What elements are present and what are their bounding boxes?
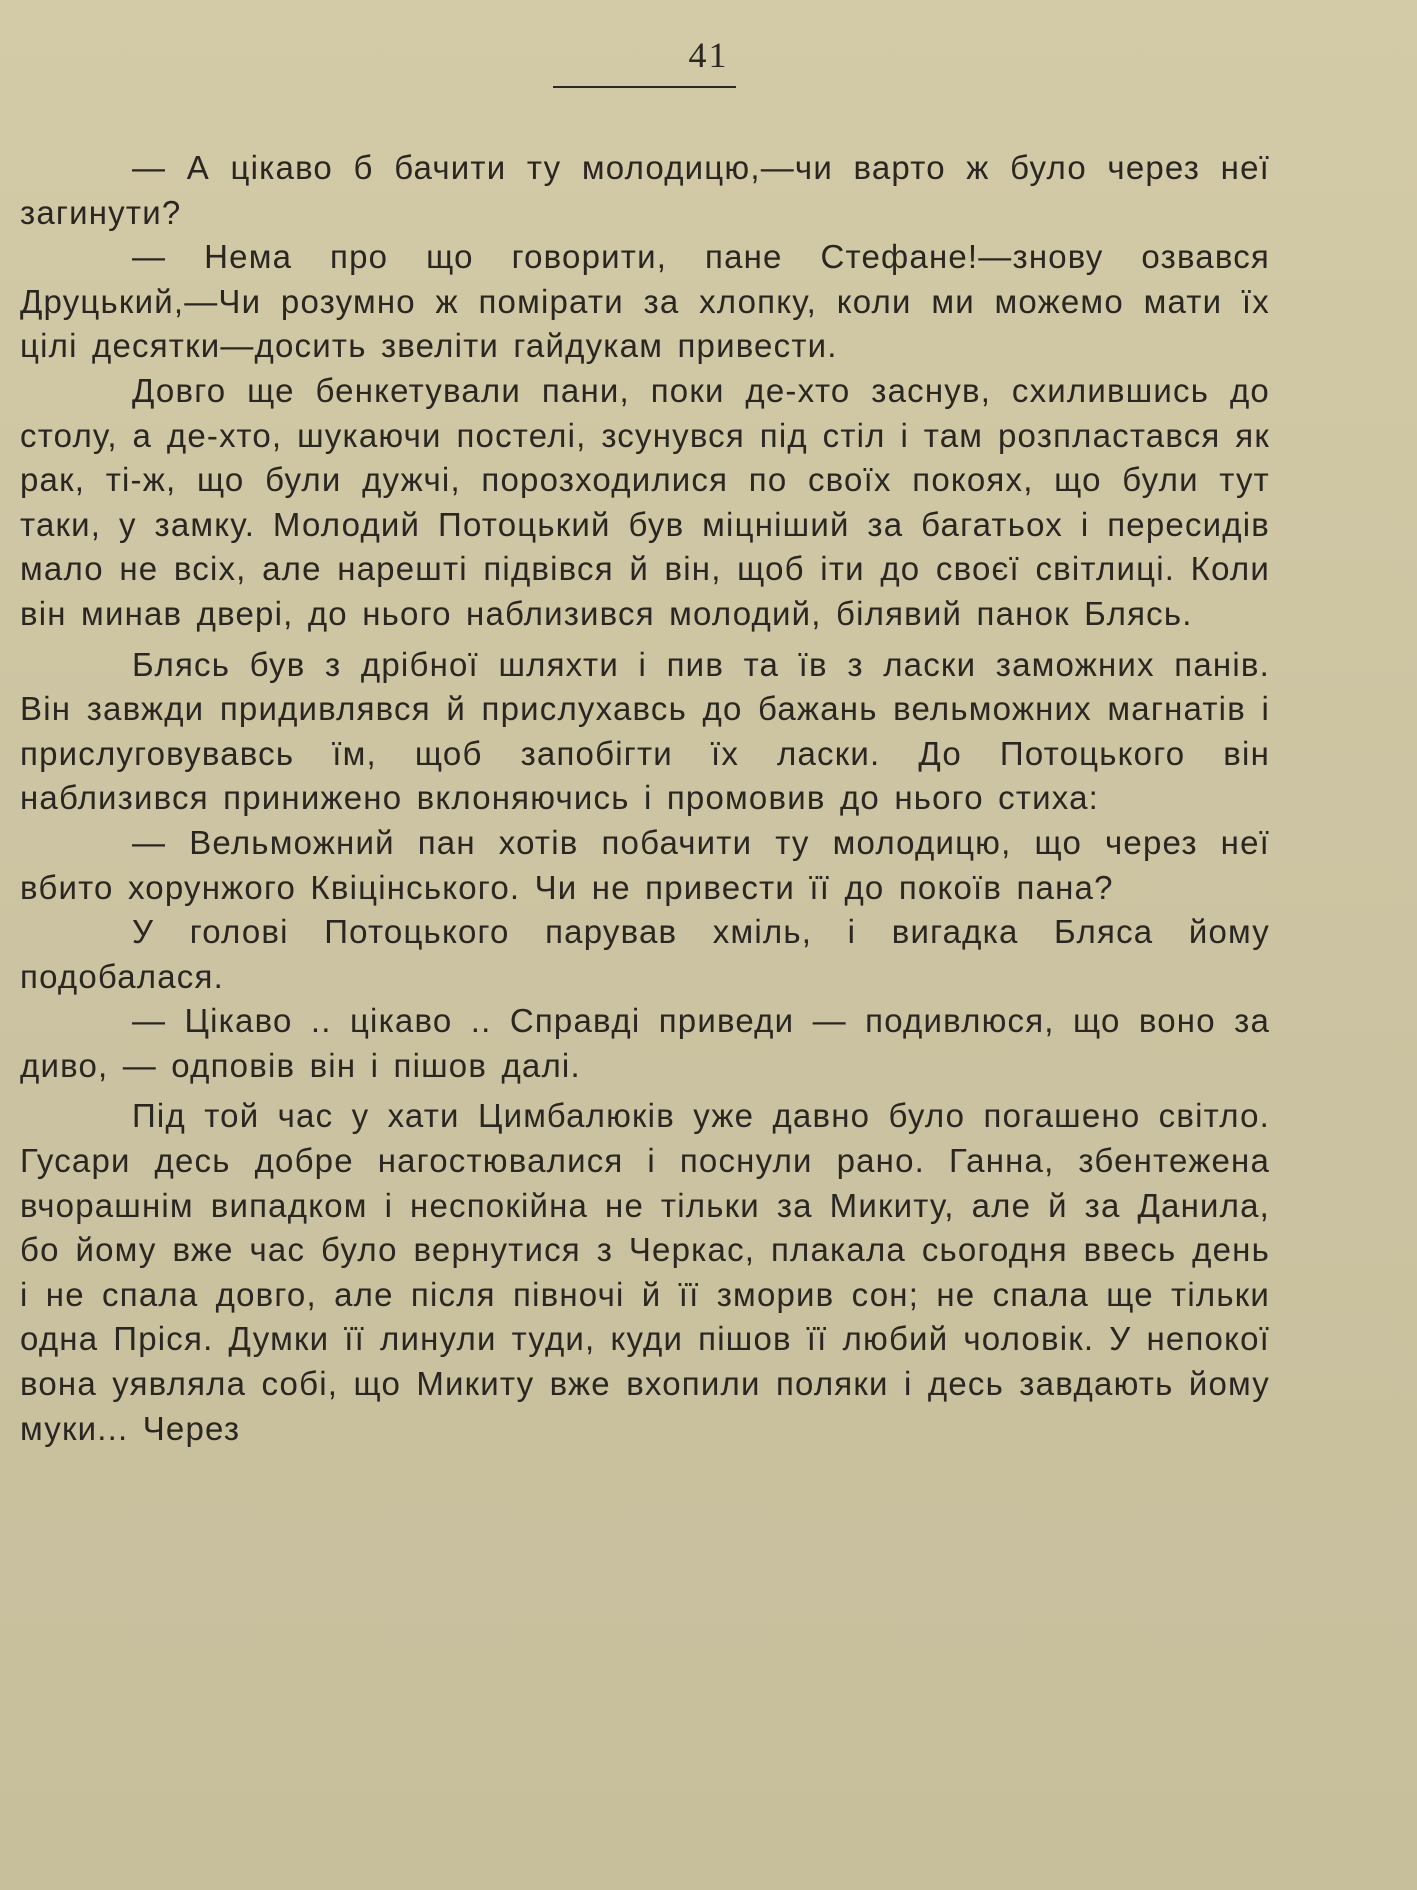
page-number: 41: [688, 35, 729, 75]
paragraph-feast: Довго ще бенкетували пани, поки де-хто заснув, схилившись до столу, а де-хто, шукаючи постелі, зсунувся під стіл і там розпластався як рак, ті-ж, що були дужчі, порозходилися по своїх покоях, що були тут таки, у замку. Молодий Потоцький був міцніший за багатьох і пересидів мало не всіх, але нарешті підвівся й він, щоб іти до своєї світлиці. Коли він минав двері, до нього наблизився молодий, білявий панок Блясь.: [20, 371, 1270, 632]
paragraph-night: Під той час у хати Цимбалюків уже давно було погашено світло. Гусари десь добре нагостювалися і поснули рано. Ганна, збентежена вчорашнім випадком і неспокійна не тільки за Микиту, але й за Данила, бо йому вже час було вернутися з Черкас, плакала сьогодня ввесь день і не спала довго, але після півночі й її зморив сон; не спала ще тільки одна Пріся. Думки її линули туди, куди пішов її любий чоловік. У непокої вона уявляла собі, що Микиту вже вхопили поляки і десь завдають йому муки... Через: [20, 1097, 1270, 1447]
paragraph-dialogue-2: — Нема про що говорити, пане Стефане!—знову озвався Друцький,—Чи розумно ж помірати за хлопку, коли ми можемо мати їх цілі десятки—досить звеліти гайдукам привести.: [20, 238, 1270, 365]
header-rule: [553, 86, 736, 88]
paragraph-potocki: У голові Потоцького парував хміль, і вигадка Бляса йому подобалася.: [20, 913, 1270, 995]
paragraph-dialogue-3: — Вельможний пан хотів побачити ту молодицю, що через неї вбито хорунжого Квіцінського. Чи не привести її до покоїв пана?: [20, 823, 1270, 906]
paragraph-dialogue-1: — А цікаво б бачити ту молодицю,—чи варто ж було через неї загинути?: [20, 149, 1270, 231]
paragraph-blyas: Блясь був з дрібної шляхти і пив та їв з ласки заможних панів. Він завжди придивлявся й прислухавсь до бажань вельможних магнатів і прислуговувавсь їм, щоб запобігти їх ласки. До Потоцького він наблизився принижено вклоняючись і промовив до нього стиха:: [20, 645, 1270, 817]
paragraph-dialogue-4: — Цікаво .. цікаво .. Справді приведи — подивлюся, що воно за диво, — одповів він і пішов далі.: [20, 1002, 1270, 1084]
body-text: [20, 146, 1270, 1451]
